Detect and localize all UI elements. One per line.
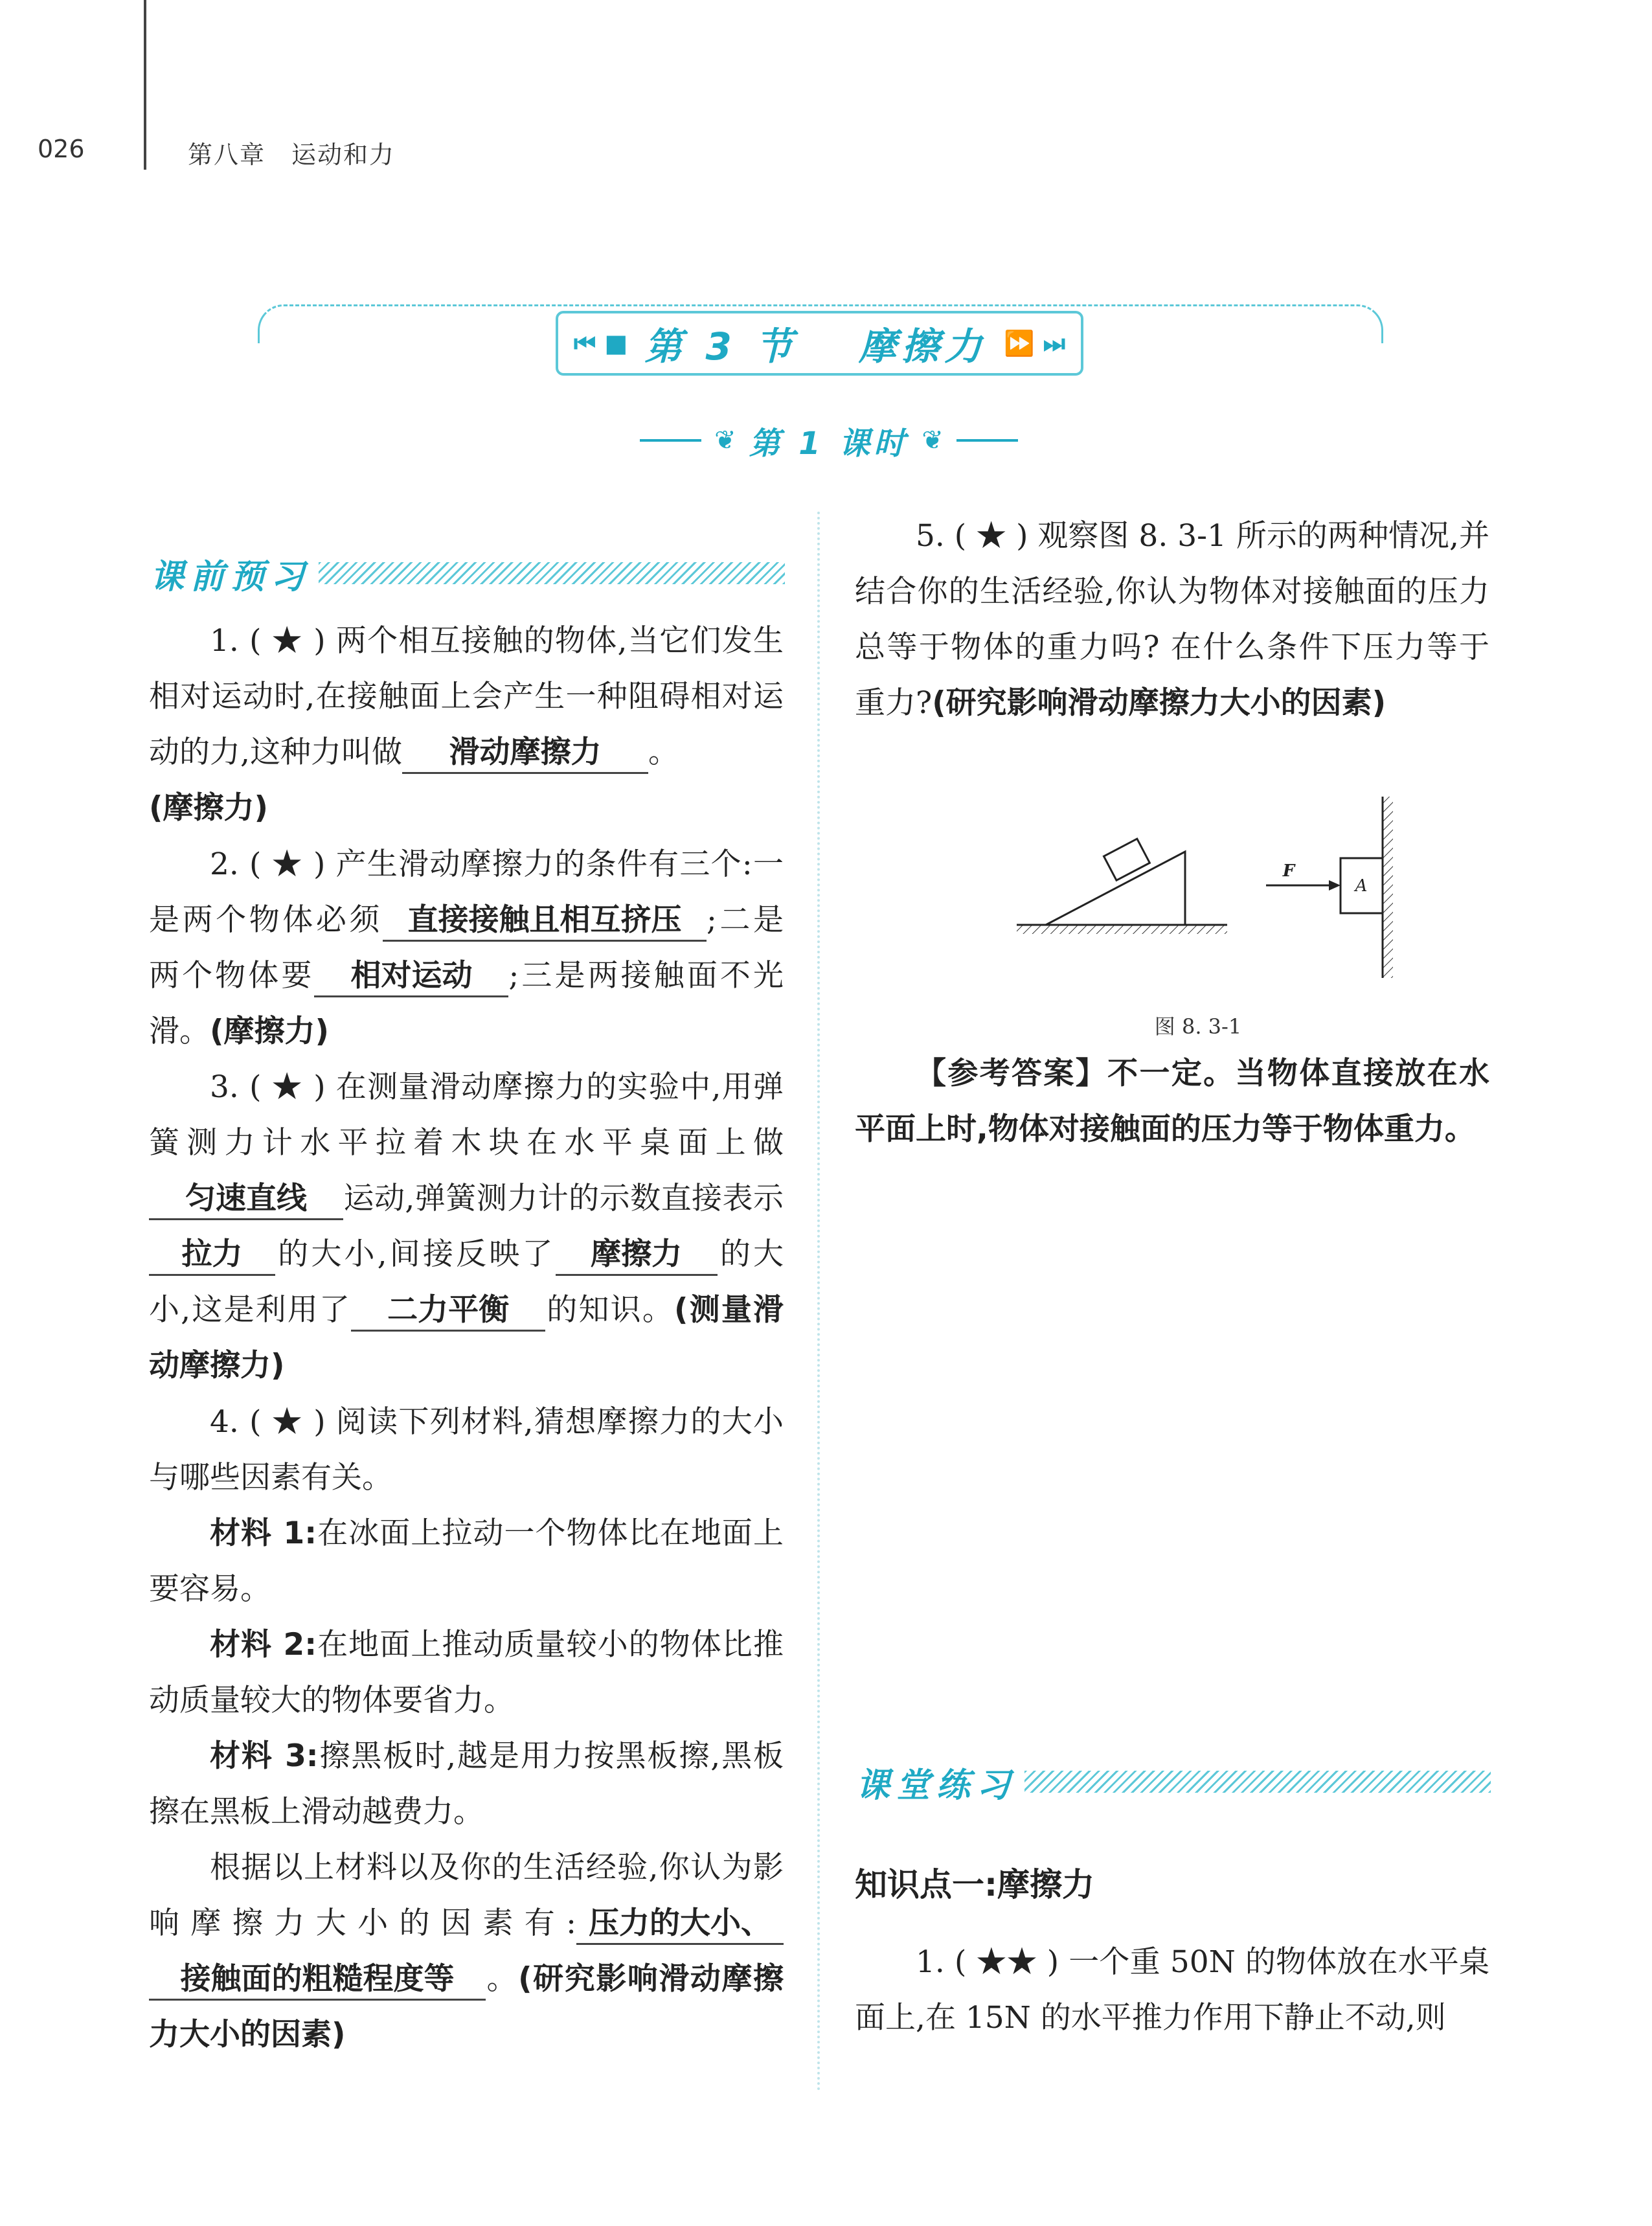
answer-blank: 匀速直线 xyxy=(149,1179,343,1220)
material-label: 材料 2: xyxy=(210,1627,317,1663)
answer-blank: 接触面的粗糙程度等 xyxy=(149,1960,486,2001)
answer-5: 【参考答案】不一定。当物体直接放在水平面上时,物体对接触面的压力等于物体重力。 xyxy=(855,1056,1490,1147)
figure-8-3-1 xyxy=(1017,793,1405,988)
wall-hatch xyxy=(1383,797,1393,978)
material-label: 材料 1: xyxy=(210,1516,317,1551)
topic-tag: (研究影响滑动摩擦力大小的因素) xyxy=(932,685,1386,721)
question-5: 5. ( ★ ) 观察图 8. 3-1 所示的两种情况,并结合你的生活经验,你认为物体对接触面的压力总等于物体的重力吗? 在什么条件下压力等于重力?(研究影响滑动摩擦力大小的因素) xyxy=(855,518,1489,721)
section-heading-preview xyxy=(150,551,785,596)
question-2: 2. ( ★ ) 产生滑动摩擦力的条件有三个:一是两个物体必须 直接接触且相互挤压 ;二是两个物体要 相对运动 ;三是两接触面不光滑。(摩擦力) xyxy=(149,846,784,1049)
topic-tag: (摩擦力) xyxy=(210,1014,329,1049)
ornament-icon: ❦ xyxy=(922,426,944,455)
practice-question-1: 1. ( ★★ ) 一个重 50N 的物体放在水平桌面上,在 15N 的水平推力作用下静止不动,则 xyxy=(855,1944,1489,2036)
ornament-icon: ❦ xyxy=(714,426,736,455)
section-heading-practice xyxy=(856,1759,1491,1804)
arrow-head xyxy=(1329,880,1341,891)
answer-blank: 拉力 xyxy=(149,1235,275,1276)
topic-tag: (测量滑动摩擦力) xyxy=(149,1292,784,1383)
hatch-decoration xyxy=(1024,1771,1491,1793)
column-divider xyxy=(817,512,820,2092)
hatch-decoration xyxy=(319,562,785,584)
ground-hatch xyxy=(1017,925,1227,934)
lesson-title: 第 1 课时 xyxy=(749,425,909,462)
answer-blank: 滑动摩擦力 xyxy=(402,733,648,774)
answer-blank: 压力的大小、 xyxy=(576,1904,784,1945)
page-number: 026 xyxy=(38,135,85,163)
rewind-icon: ⏮ ■ xyxy=(573,328,628,358)
section-title: 第 3 节 摩擦力 xyxy=(644,324,988,369)
figure-caption: 图 8. 3-1 xyxy=(1154,1014,1242,1039)
ornament-line-right xyxy=(956,439,1018,442)
topic-tag: (摩擦力) xyxy=(149,790,268,826)
answer-blank: 直接接触且相互挤压 xyxy=(383,901,707,942)
question-4: 4. ( ★ ) 阅读下列材料,猜想摩擦力的大小与哪些因素有关。 材料 1:在冰面上拉动一个物体比在地面上要容易。 材料 2:在地面上推动质量较小的物体比推动质量较大的物体要省力。 材料 3:擦黑板时,越是用力按黑板擦,黑板擦在黑板上滑动越费力。 根据以上材料以及你的生活经验,你认为影响摩擦力大小的因素有: 压力的大小、接触面的粗糙程度等 。(研究影响滑动摩擦力大小的因素) xyxy=(149,1404,784,2052)
knowledge-point-heading: 知识点一:摩擦力 xyxy=(855,1866,1094,1903)
header-rule xyxy=(144,0,146,170)
section-title-preview: 课前预习 xyxy=(150,557,311,596)
answer-label: 【参考答案】 xyxy=(916,1056,1108,1091)
topic-tag: (研究影响滑动摩擦力大小的因素) xyxy=(149,1961,784,2052)
question-3: 3. ( ★ ) 在测量滑动摩擦力的实验中,用弹簧测力计水平拉着木块在水平桌面上做匀速直线 运动,弹簧测力计的示数直接表示拉力 的大小,间接反映了 摩擦力 的大小,这是利用了 二力平衡 的知识。(测量滑动摩擦力) xyxy=(149,1069,784,1383)
chapter-title: 第八章 运动和力 xyxy=(188,141,396,169)
section-banner xyxy=(556,311,1083,376)
answer-blank: 摩擦力 xyxy=(556,1235,718,1276)
section-title-practice: 课堂练习 xyxy=(856,1766,1017,1805)
lesson-heading xyxy=(622,415,1036,466)
fast-forward-icon: ⏩ ⏭ xyxy=(1004,328,1066,358)
force-label: F xyxy=(1282,861,1295,881)
ornament-line-left xyxy=(640,439,701,442)
answer-blank: 二力平衡 xyxy=(351,1291,545,1332)
answer-blank: 相对运动 xyxy=(314,957,508,997)
question-1: 1. ( ★ ) 两个相互接触的物体,当它们发生相对运动时,在接触面上会产生一种阻碍相对运动的力,这种力叫做 滑动摩擦力 。 (摩擦力) xyxy=(149,623,784,826)
material-label: 材料 3: xyxy=(210,1738,319,1774)
block-label: A xyxy=(1355,876,1368,896)
